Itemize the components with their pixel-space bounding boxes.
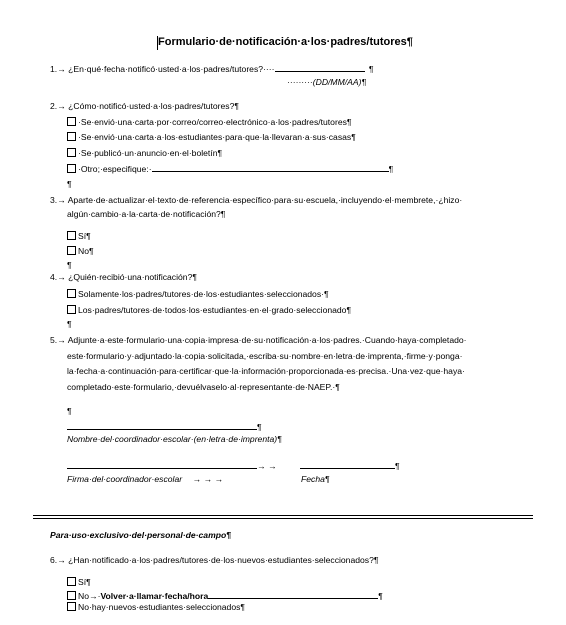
blank-paragraph: ¶ bbox=[67, 319, 72, 329]
checkbox[interactable] bbox=[67, 246, 76, 255]
name-line: ¶ bbox=[67, 421, 262, 433]
question-2: 2.→ ¿Cómo·notificó·usted·a·los·padres/tutores?¶ bbox=[50, 101, 239, 111]
question-3: 3.→ Aparte·de·actualizar·el·texto·de·referencia·específico·para·su·escuela,·incluyendo·el·membrete,·¿hizo· bbox=[50, 195, 463, 205]
callback-field[interactable] bbox=[208, 590, 378, 599]
field-staff-heading: Para·uso·exclusivo·del·personal·de·campo¶ bbox=[50, 530, 231, 540]
other-specify-field[interactable] bbox=[152, 163, 389, 172]
blank-paragraph: ¶ bbox=[67, 260, 72, 270]
section-divider bbox=[33, 518, 533, 519]
question-3-cont: algún·cambio·a·la·carta·de·notificación?¶ bbox=[67, 209, 226, 219]
q6-option-none[interactable]: No·hay·nuevos·estudiantes·seleccionados¶ bbox=[67, 602, 245, 613]
section-divider bbox=[33, 515, 533, 516]
name-label: Nombre·del·coordinador·escolar·(en·letra·de·imprenta)¶ bbox=[67, 434, 282, 444]
page-title: Formulario·de·notificación·a·los·padres/tutores¶ bbox=[158, 36, 413, 48]
date-line: ¶ bbox=[300, 460, 400, 472]
q2-option-students[interactable]: ·Se·envió·una·carta·a·los·estudiantes·para·que·la·llevaran·a·sus·casas¶ bbox=[67, 132, 356, 143]
date-format-hint: ·········(DD/MM/AA)¶ bbox=[287, 77, 367, 87]
q3-option-no[interactable]: No¶ bbox=[67, 246, 94, 257]
signature-date-field[interactable] bbox=[300, 460, 395, 469]
q2-option-other[interactable]: ·Otro;·especifique:· ¶ bbox=[67, 163, 393, 175]
signature-label: Firma·del·coordinador·escolar → → → bbox=[67, 474, 224, 484]
q5-line-4: completado·este·formulario,·devuélvaselo·al·representante·de·NAEP.·¶ bbox=[67, 382, 340, 392]
q6-option-no[interactable]: No→·Volver·a·llamar·fecha/hora ¶ bbox=[67, 590, 383, 602]
signature-line: → → bbox=[67, 460, 277, 472]
q2-option-newsletter[interactable]: ·Se·publicó·un·anuncio·en·el·boletín¶ bbox=[67, 148, 222, 159]
checkbox[interactable] bbox=[67, 602, 76, 611]
question-1: 1.→ ¿En·qué·fecha·notificó·usted·a·los·padres/tutores?···· ¶ bbox=[50, 64, 374, 74]
coordinator-name-field[interactable] bbox=[67, 421, 257, 430]
q5-line-2: este·formulario·y·adjuntado·la·copia·solicitada,·escriba·su·nombre·en·letra·de·imprenta,·firme·y·ponga· bbox=[67, 351, 463, 361]
q6-option-yes[interactable]: Sí¶ bbox=[67, 577, 91, 588]
signature-field[interactable] bbox=[67, 460, 257, 469]
question-6: 6.→ ¿Han·notificado·a·los·padres/tutores·de·los·nuevos·estudiantes·seleccionados?¶ bbox=[50, 555, 379, 565]
q3-option-yes[interactable]: Sí¶ bbox=[67, 231, 91, 242]
checkbox[interactable] bbox=[67, 591, 76, 600]
blank-paragraph: ¶ bbox=[67, 406, 72, 416]
question-4: 4.→ ¿Quién·recibió·una·notificación?¶ bbox=[50, 272, 197, 282]
checkbox[interactable] bbox=[67, 148, 76, 157]
q4-option-all[interactable]: Los·padres/tutores·de·todos·los·estudiantes·en·el·grado·seleccionado¶ bbox=[67, 305, 351, 316]
checkbox[interactable] bbox=[67, 132, 76, 141]
date-field[interactable] bbox=[275, 63, 365, 72]
checkbox[interactable] bbox=[67, 231, 76, 240]
blank-paragraph: ¶ bbox=[67, 179, 72, 189]
q2-option-mail[interactable]: ·Se·envió·una·carta·por·correo/correo·electrónico·a·los·padres/tutores¶ bbox=[67, 117, 352, 128]
checkbox[interactable] bbox=[67, 117, 76, 126]
checkbox[interactable] bbox=[67, 577, 76, 586]
checkbox[interactable] bbox=[67, 305, 76, 314]
checkbox[interactable] bbox=[67, 164, 76, 173]
date-label: Fecha¶ bbox=[301, 474, 330, 484]
q5-line-3: la·fecha·a·continuación·para·certificar·que·la·información·proporcionada·es·precisa.·Una·vez·que·haya· bbox=[67, 366, 465, 376]
question-5: 5.→ Adjunte·a·este·formulario·una·copia·impresa·de·su·notificación·a·los·padres.·Cuando·haya·completado· bbox=[50, 335, 467, 345]
q4-option-selected[interactable]: Solamente·los·padres/tutores·de·los·estudiantes·seleccionados·¶ bbox=[67, 289, 329, 300]
checkbox[interactable] bbox=[67, 289, 76, 298]
